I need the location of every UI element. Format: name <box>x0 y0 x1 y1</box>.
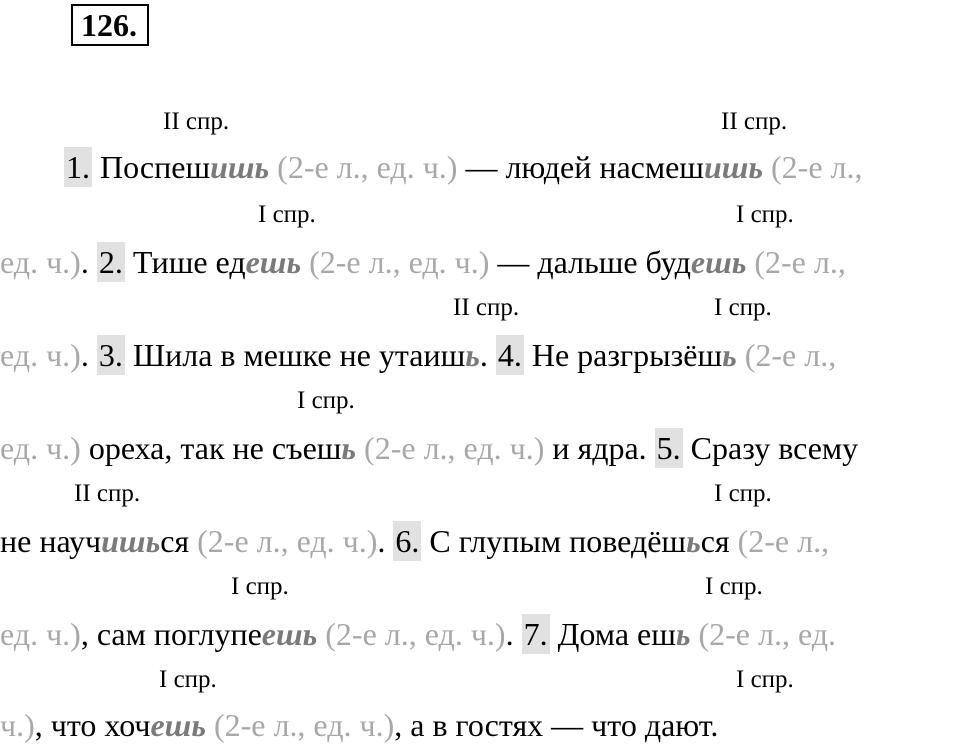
word-ending: ишь <box>101 523 161 559</box>
sentence-number: 4. <box>497 337 522 373</box>
conjugation-label: I спр. <box>714 294 772 321</box>
word-ending: ишь <box>210 149 270 185</box>
punctuation: . <box>80 244 89 280</box>
conjugation-label: I спр. <box>736 201 794 228</box>
text-fragment: ореха, так не съеш <box>80 430 342 466</box>
grammar-note: ед. ч.) <box>0 616 81 652</box>
grammar-note: (2-е л., <box>729 523 830 559</box>
grammar-note: ед. ч.) <box>0 244 81 280</box>
word-stem: Тише ед <box>124 244 246 280</box>
text-fragment: , а в гостях — что дают. <box>394 707 719 743</box>
conjugation-label: II спр. <box>163 108 230 135</box>
grammar-note: (2-е л., ед. ч.) <box>205 707 395 743</box>
text-line-4 <box>0 428 858 468</box>
sentence-number: 1. <box>66 149 90 185</box>
grammar-note: (2-е л., <box>746 244 846 280</box>
sentence-number: 7. <box>523 616 548 652</box>
conjugation-label: II спр. <box>453 294 520 321</box>
conjugation-label: I спр. <box>297 387 355 414</box>
conjugation-label: I спр. <box>736 666 794 693</box>
word-ending: ешь <box>150 707 206 743</box>
punctuation: . <box>479 337 488 373</box>
text-fragment: и ядра. <box>544 430 655 466</box>
word-stem: не науч <box>0 523 102 559</box>
conjugation-label: II спр. <box>74 480 141 507</box>
grammar-note: (2-е л., ед. ч.) <box>189 523 378 559</box>
text-fragment: Шила в мешке не утаиш <box>124 337 466 373</box>
punctuation: . <box>80 337 89 373</box>
text-fragment: , сам поглупе <box>80 616 262 652</box>
sentence-number: 5. <box>656 430 681 466</box>
word-stem: Поспеш <box>92 149 211 185</box>
punctuation: . <box>377 523 386 559</box>
text-line-1 <box>64 147 863 187</box>
text-fragment: С глупым поведёш <box>421 523 687 559</box>
text-fragment: Дома еш <box>549 616 676 652</box>
text-fragment: — дальше буд <box>489 244 691 280</box>
grammar-note: (2-е л., ед. <box>690 616 837 652</box>
sentence-number: 6. <box>395 523 420 559</box>
text-line-2 <box>0 242 846 282</box>
word-suffix: ся <box>160 523 190 559</box>
text-line-7 <box>0 705 718 745</box>
text-fragment: Не разгрызёш <box>523 337 723 373</box>
grammar-note: ч.) <box>0 707 35 743</box>
conjugation-label: I спр. <box>714 480 772 507</box>
sentence-number: 2. <box>98 244 123 280</box>
grammar-note: (2-е л., ед. ч.) <box>301 244 490 280</box>
conjugation-label: I спр. <box>258 201 316 228</box>
conjugation-label: I спр. <box>705 573 763 600</box>
sentence-number: 3. <box>98 337 123 373</box>
word-ending: ешь <box>690 244 747 280</box>
text-line-6 <box>0 614 836 654</box>
text-fragment: Сразу всему <box>682 430 859 466</box>
text-line-3 <box>0 335 836 375</box>
grammar-note: (2-е л., ед. ч.) <box>269 149 458 185</box>
grammar-note: (2-е л., <box>736 337 837 373</box>
text-line-5 <box>0 521 829 561</box>
conjugation-label: I спр. <box>159 666 217 693</box>
word-suffix: ся <box>700 523 730 559</box>
grammar-note: (2-е л., <box>763 149 863 185</box>
word-ending: ешь <box>245 244 302 280</box>
word-ending: ь <box>686 523 701 559</box>
word-ending: ь <box>465 337 480 373</box>
grammar-note: ед. ч.) <box>0 337 81 373</box>
exercise-number: 126. <box>71 4 149 46</box>
conjugation-label: II спр. <box>721 108 788 135</box>
word-ending: ь <box>675 616 691 652</box>
word-ending: ишь <box>703 149 764 185</box>
grammar-note: (2-е л., ед. ч.) <box>317 616 506 652</box>
text-fragment: , что хоч <box>34 707 151 743</box>
conjugation-label: I спр. <box>231 573 289 600</box>
word-ending: ь <box>341 430 357 466</box>
word-ending: ь <box>722 337 737 373</box>
word-ending: ешь <box>261 616 318 652</box>
punctuation: . <box>505 616 514 652</box>
grammar-note: ед. ч.) <box>0 430 81 466</box>
grammar-note: (2-е л., ед. ч.) <box>356 430 545 466</box>
text-fragment: — людей насмеш <box>457 149 704 185</box>
